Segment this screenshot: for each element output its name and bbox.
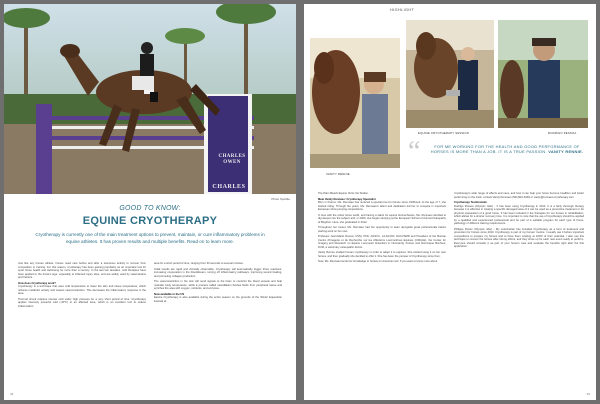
paragraph: Cryotherapy Testimonials	[454, 201, 487, 204]
paragraph: How does Cryotherapy work? Cryotherapy is a technique that uses cold temperature to lower the skin and tissue temperature, which reduces metabolic activity and causes vasoconstriction. This decreases the inflammatory response in the area.	[18, 281, 146, 295]
right-column-1	[318, 192, 446, 394]
left-column-2	[154, 262, 282, 394]
quote-mark-icon: “	[408, 136, 421, 167]
paragraph: Vanity Rennie studied human cryotherapy in order to adapt it to equines. She started using it on her own horses, and then gradually she decided to offer it. She has been the pioneer of Cryotherapy since then.	[318, 251, 446, 258]
quote-attribution: VANITY RENNIE.	[548, 149, 584, 155]
section-label: HIGHLIGHT	[390, 8, 415, 12]
page-number: 45	[586, 392, 590, 396]
paragraph: Rodrigo Pessoa (Olympic rider) - It has been using Cryotherapy in 2014. It is a fairly thorough therapy because it is effective in treating a specific damaged area of it can be used as a preventive treatment or for physical preparation of a good horse. It has been included in the therapies for our horses in rehabilitation, which allows for a shorter recovery time. It is important to note that the use of Cryotherapy should be applied by a qualified and experienced professional and be part of a suitable program for each type of horse, pathology or different training requirements.	[454, 204, 584, 225]
quote-text: FOR ME WORKING FOR THE HEALTH AND GOOD PERFORMANCE OF HORSES IS MORE THAN A JOB. IT IS A TRUE PASSION.	[430, 144, 580, 155]
banner-text: CHARLES OWEN	[218, 154, 246, 165]
rider-portrait-photo	[498, 20, 588, 128]
paragraph: In love with the entire horse world, and having a talent for equine biomechanics, Ms. Rennaeo decided to dig deeper into the subject and, in 2009, she began studying at the European School of Animal Osteopathy at Brighton. Here, she graduated in 2012.	[318, 213, 446, 224]
page-number: 44	[10, 392, 14, 396]
paragraph: area for a short period of time, ranging from 30 seconds to several minutes.	[154, 262, 244, 265]
paragraph: The vasoconstriction in the skin will send signals to the brain to constrict the blood vessels and help maintain body temperature, while a process called vasodilation flushes fluids from peripheral tissue and enriches the area with oxygen, nutrients, and enzymes.	[154, 280, 282, 290]
pull-quote	[408, 136, 586, 167]
paragraph: Now available in the US Equine Cryotherapy is also available during the entire season on the grounds of the Winter Equestrian Festival at	[154, 292, 282, 303]
paragraph: Philippe Rozier (Olympic rider) - My veterinarian has included Cryotherapy as a form of treatment and prevention for horses since 2013. Cryotherapy is part of my horses' routine. I usually use it before important competitions to prepare my horses and to have them working at 100% of their potential. I also use this technique to recover the horses after strong efforts, and they show up for each new event ready to perform. Everyone should consider it as part of your horse's care and evaluate the benefits right after the first application.	[454, 227, 584, 248]
specialist-with-horse-photo	[310, 38, 400, 168]
left-page	[4, 4, 296, 400]
paragraph: Professor Jean-Marie Denoix, DVM, PhD, AGSCC, LA-ECVDI, DACVSMR and President of the Bureau Centre d'Imagerie et de Recherche sur les Affections Locomotrices Equines (CIRALE), the Center for Imaging and Research on Equine Locomotor Disorders in Normandy, France and Dominique Bonheur, DVM, a veterinary osteopathic doctor.	[318, 235, 446, 249]
paragraph: Throughout her career, Ms. Rennaeo had the opportunity to learn alongside great professionals before starting work on her own.	[318, 226, 446, 233]
article-lede: Cryotherapy is currently one of the main treatment options to prevent, maintain, or cure inflammatory problems in equine athletes. It has proven results and multiple benefits. Read on to learn more.	[35, 232, 265, 244]
paragraph: Now, Ms. Rennaeo lends her knowledge to horses on American soil. If you want to know more about	[318, 260, 438, 263]
paragraph: Meet Vanity Rennaeo: Cryotherapy Specialist Born in France, Ms. Rennaeo has nurtured a special love for horses since childhood. At the age of 7, she started riding. Through the years, Ms. Rennaeo's talent and dedication led her to compete in important European show jumping competitions.	[318, 197, 446, 211]
banner-text-2: CHARLES	[212, 184, 246, 190]
right-page	[304, 4, 596, 400]
paragraph: Thermal shock requires intense cold under high pressure for a very short period of time. Cryotherapy applies intensely powerful cold (-30°F) to an affected area, which is an excellent tool to reduce inflammation.	[18, 297, 146, 308]
right-column-2	[454, 192, 584, 394]
photo-caption-rider: RODRIGO PESSOA	[548, 131, 577, 135]
article-title: EQUINE CRYOTHERAPY	[82, 215, 218, 227]
cryotherapy-session-photo	[406, 20, 494, 128]
left-column-1	[18, 262, 146, 394]
photo-credit: Photo Spotlite	[271, 197, 290, 201]
photo-caption-session: EQUINE CRYOTHERAPY SESSION	[418, 131, 470, 135]
paragraph: Initial results are rapid and clinically observable. Cryotherapy will automatically trigger three reactions: increasing cooperation in the bloodstream, turning off inflammatory pathways, improving wound healing, and promoting collagen production.	[154, 267, 282, 278]
article-kicker: GOOD TO KNOW:	[119, 205, 181, 212]
horse-jumping-photo	[4, 4, 296, 194]
paragraph: The Palm Beach Equine Clinic Vet Station.	[318, 192, 369, 195]
paragraph: Cryotherapy's wide range of effects and uses, and how it can help your horse become healthier and better performing on the track, contact Vanity Rennaeo (561)910-6493 or vanity@rennaeo-cryotherapy.com	[454, 192, 584, 199]
paragraph: Just like any human athlete, horses need care before and after a strenuous activity to recover from competition or training. For this reason, cryotherapy has been gaining popularity as an important tool for sport horse health and well-being for more than a century. In the last two decades, cold therapies have been applied to the horse's legs, especially to inflamed injury sites, and are widely used by veterinarians and trainers.	[18, 262, 146, 279]
photo-caption-specialist: VANITY RENNIE	[326, 172, 350, 176]
